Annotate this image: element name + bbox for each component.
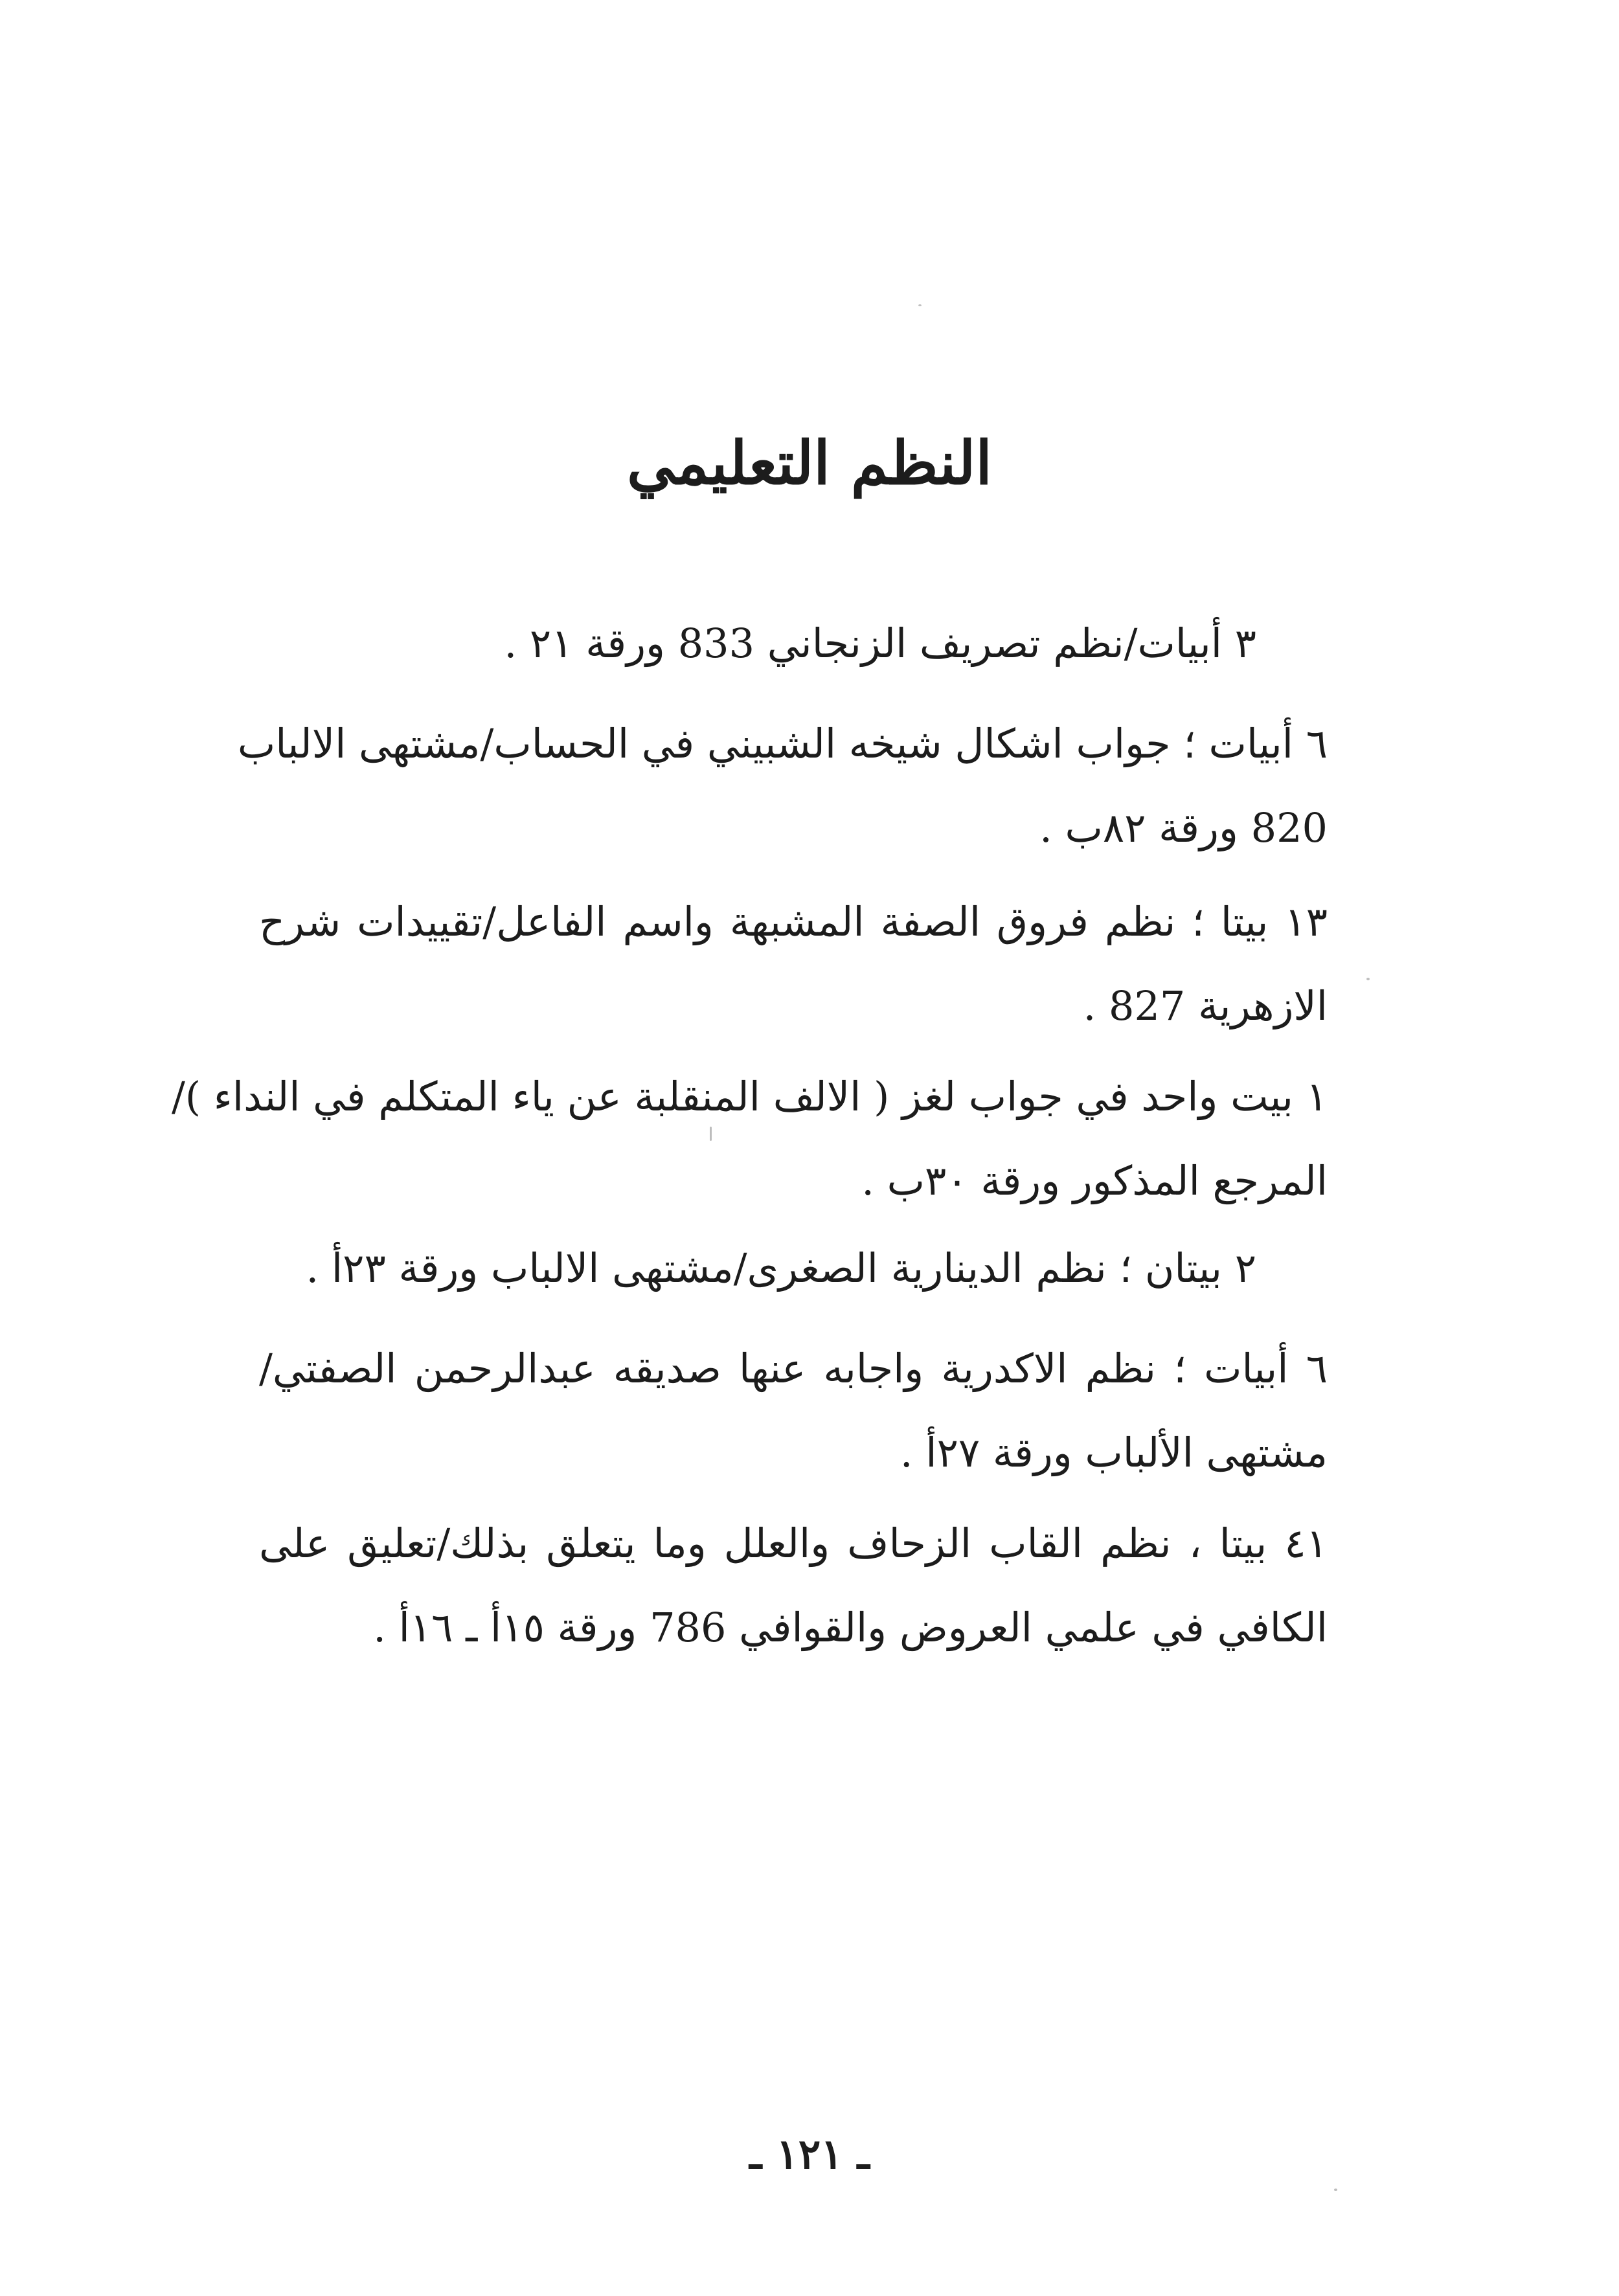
entry-line: ١٣ بيتا ؛ نظم فروق الصفة المشبهة واسم الفاعل/تقييدات شرح [259, 898, 1328, 945]
entry-line: ٢ بيتان ؛ نظم الدينارية الصغرى/مشتهى الالباب ورقة ٢٣أ . [306, 1244, 1256, 1292]
scan-speck [1366, 978, 1370, 980]
entry-line: الازهرية 827 . [1083, 982, 1328, 1030]
scan-speck [918, 304, 922, 306]
entry-line: ١ بيت واحد في جواب لغز ( الالف المنقلبة عن ياء المتكلم في النداء )/ [171, 1073, 1328, 1120]
entry-line: ٦ أبيات ؛ جواب اشكال شيخه الشبيني في الحساب/مشتهى الالباب [237, 720, 1328, 767]
entry-line: مشتهى الألباب ورقة ٢٧أ . [900, 1429, 1328, 1476]
entry-item [259, 874, 1328, 1054]
entry-line: ٣ أبيات/نظم تصريف الزنجاني 833 ورقة ٢١ . [504, 620, 1256, 667]
entry-line: المرجع المذكور ورقة ٣٠ب . [861, 1157, 1328, 1204]
entry-item [171, 1049, 1328, 1229]
page-number: ـ ١٢١ ـ [749, 2130, 870, 2179]
entry-line: ٤١ بيتا ، نظم القاب الزحاف والعلل وما يتعلق بذلك/تعليق على [259, 1520, 1328, 1567]
entry-line: ٦ أبيات ؛ نظم الاكدرية واجابه عنها صديقه عبدالرحمن الصفتي/ [259, 1345, 1328, 1392]
page-title: النظم التعليمي [627, 428, 992, 498]
scan-speck [1334, 2189, 1337, 2191]
entry-item [237, 696, 1328, 876]
entry-item [259, 596, 1256, 692]
entry-item [259, 1321, 1328, 1501]
entry-item [259, 1221, 1256, 1316]
scan-speck [710, 1127, 712, 1141]
entry-item [259, 1496, 1328, 1676]
entry-line: 820 ورقة ٨٢ب . [1039, 804, 1328, 851]
entry-line: الكافي في علمي العروض والقوافي 786 ورقة ١٥أ ـ ١٦أ . [373, 1604, 1328, 1651]
